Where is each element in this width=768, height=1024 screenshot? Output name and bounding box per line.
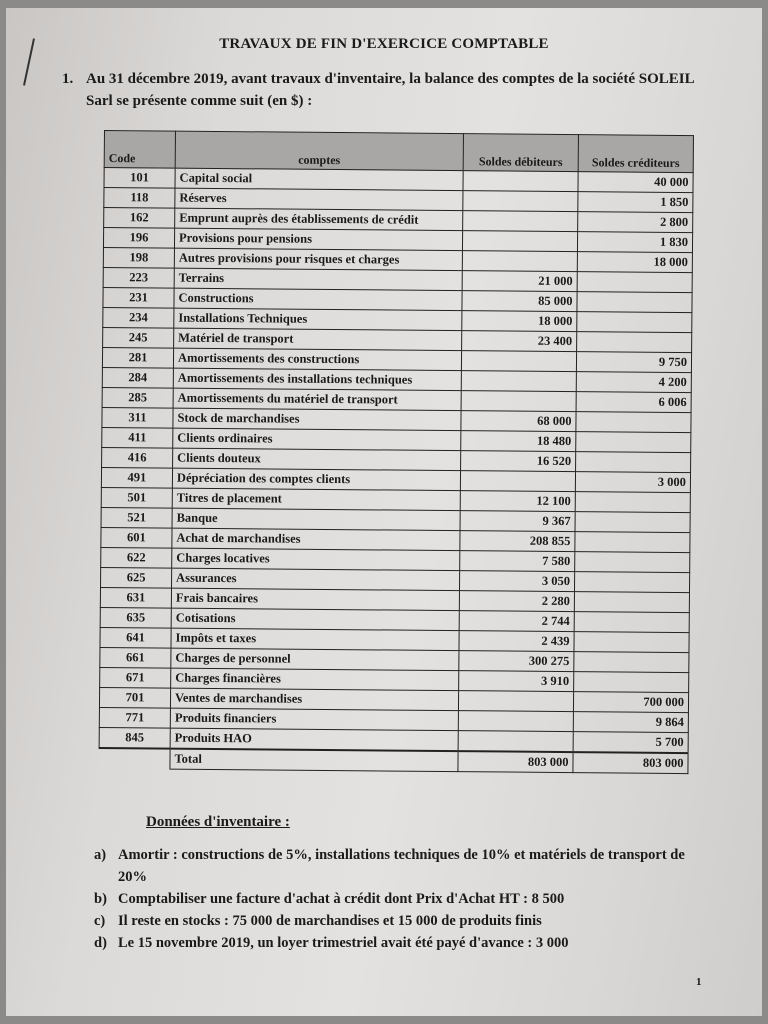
table-header-row: [104, 131, 693, 173]
credit-value: 4 200: [576, 372, 691, 393]
header-account: comptes: [175, 131, 463, 171]
account-name: Clients douteux: [173, 448, 461, 471]
debit-value: [463, 171, 578, 192]
debit-value: 9 367: [460, 511, 575, 532]
credit-value: [574, 572, 689, 593]
inventory-item: [94, 932, 694, 954]
header-credit: Soldes créditeurs: [578, 135, 693, 173]
document-title: TRAVAUX DE FIN D'EXERCICE COMPTABLE: [219, 36, 549, 52]
credit-value: [575, 552, 690, 573]
credit-value: [577, 312, 692, 333]
account-code: 601: [101, 527, 172, 548]
credit-value: [575, 512, 690, 533]
credit-value: 700 000: [573, 692, 688, 713]
total-row: [99, 748, 688, 774]
debit-value: 2 439: [459, 631, 574, 652]
debit-value: [462, 231, 577, 252]
account-code: 635: [100, 607, 171, 628]
account-code: 196: [103, 228, 174, 249]
account-code: 631: [100, 587, 171, 608]
account-code: 281: [102, 347, 173, 368]
inventory-item-label: c): [94, 913, 106, 929]
account-code: 661: [100, 647, 171, 668]
inventory-list: [94, 844, 694, 954]
account-code: 411: [102, 427, 173, 448]
account-name: Stock de marchandises: [173, 408, 461, 431]
document-page: [6, 8, 762, 1016]
account-code: 671: [100, 667, 171, 688]
debit-value: 300 275: [459, 651, 574, 672]
account-name: Amortissements des installations techniques: [173, 368, 461, 391]
debit-value: [461, 351, 576, 372]
page-number: 1: [696, 976, 702, 988]
account-code: 231: [103, 287, 174, 308]
account-code: 625: [101, 567, 172, 588]
debit-value: 208 855: [460, 531, 575, 552]
account-name: Autres provisions pour risques et charges: [174, 248, 462, 271]
account-code: 521: [101, 507, 172, 528]
credit-value: [577, 332, 692, 353]
debit-value: [460, 471, 575, 492]
inventory-item-label: b): [94, 891, 107, 907]
header-debit: Soldes débiteurs: [463, 134, 578, 172]
credit-value: 3 000: [575, 472, 690, 493]
account-name: Achat de marchandises: [172, 528, 460, 551]
account-name: Installations Techniques: [174, 308, 462, 331]
account-name: Clients ordinaires: [173, 428, 461, 451]
debit-value: 68 000: [461, 411, 576, 432]
debit-value: 23 400: [462, 331, 577, 352]
debit-value: [462, 251, 577, 272]
table-body: [99, 168, 693, 754]
total-blank-cell: [99, 748, 170, 769]
account-code: 118: [104, 188, 175, 209]
debit-value: 18 480: [461, 431, 576, 452]
account-code: 101: [104, 168, 175, 189]
credit-value: 40 000: [578, 172, 693, 193]
inventory-item-text: Comptabiliser une facture d'achat à crédit dont Prix d'Achat HT : 8 500: [118, 891, 565, 907]
account-code: 641: [100, 627, 171, 648]
credit-value: [576, 412, 691, 433]
credit-value: [574, 632, 689, 653]
debit-value: 2 280: [459, 591, 574, 612]
account-code: 285: [102, 387, 173, 408]
debit-value: 7 580: [460, 551, 575, 572]
credit-value: [574, 592, 689, 613]
account-name: Amortissements des constructions: [173, 348, 461, 371]
account-name: Terrains: [174, 268, 462, 291]
credit-value: 2 800: [578, 212, 693, 233]
account-code: 622: [101, 547, 172, 568]
credit-value: [574, 672, 689, 693]
account-name: Assurances: [172, 568, 460, 591]
credit-value: [576, 452, 691, 473]
account-name: Ventes de marchandises: [170, 688, 458, 711]
total-credit: 803 000: [573, 752, 688, 774]
credit-value: 6 006: [576, 392, 691, 413]
intro-paragraph: [62, 68, 702, 112]
credit-value: [575, 492, 690, 513]
account-code: 284: [102, 367, 173, 388]
inventory-section-title: Données d'inventaire :: [146, 814, 290, 830]
account-name: Dépréciation des comptes clients: [172, 468, 460, 491]
account-code: 234: [103, 307, 174, 328]
account-code: 416: [102, 447, 173, 468]
account-name: Charges financières: [171, 668, 459, 691]
credit-value: 1 830: [577, 232, 692, 253]
total-debit: 803 000: [458, 751, 573, 773]
account-name: Réserves: [175, 188, 463, 211]
balance-table: [98, 130, 694, 774]
intro-text: Au 31 décembre 2019, avant travaux d'inventaire, la balance des comptes de la société SOLEIL Sarl se présente comme suit (en $) :: [86, 71, 694, 109]
account-name: Cotisations: [171, 608, 459, 631]
account-code: 245: [103, 327, 174, 348]
credit-value: [577, 292, 692, 313]
account-name: Titres de placement: [172, 488, 460, 511]
inventory-item: [94, 910, 694, 932]
credit-value: [576, 432, 691, 453]
inventory-item-text: Amortir : constructions de 5%, installations techniques de 10% et matériels de transport de 20%: [118, 847, 685, 885]
debit-value: 18 000: [462, 311, 577, 332]
account-code: 198: [103, 247, 174, 268]
debit-value: [461, 391, 576, 412]
credit-value: [574, 612, 689, 633]
credit-value: [577, 272, 692, 293]
intro-number: 1.: [62, 71, 74, 87]
account-code: 491: [101, 467, 172, 488]
debit-value: 3 050: [459, 571, 574, 592]
debit-value: [458, 711, 573, 732]
credit-value: [575, 532, 690, 553]
account-name: Frais bancaires: [171, 588, 459, 611]
account-code: 162: [104, 208, 175, 229]
account-code: 311: [102, 407, 173, 428]
debit-value: [458, 731, 573, 753]
debit-value: 3 910: [459, 671, 574, 692]
account-name: Impôts et taxes: [171, 628, 459, 651]
account-name: Constructions: [174, 288, 462, 311]
account-name: Provisions pour pensions: [174, 228, 462, 251]
debit-value: 2 744: [459, 611, 574, 632]
debit-value: 12 100: [460, 491, 575, 512]
debit-value: 85 000: [462, 291, 577, 312]
account-name: Charges de personnel: [171, 648, 459, 671]
credit-value: 18 000: [577, 252, 692, 273]
account-name: Capital social: [175, 168, 463, 191]
credit-value: 9 750: [576, 352, 691, 373]
inventory-item-label: d): [94, 935, 107, 951]
account-code: 845: [99, 727, 170, 748]
debit-value: [458, 691, 573, 712]
inventory-item-label: a): [94, 847, 107, 863]
header-code: Code: [104, 131, 175, 169]
debit-value: [461, 371, 576, 392]
account-code: 501: [101, 487, 172, 508]
account-name: Charges locatives: [172, 548, 460, 571]
debit-value: 21 000: [462, 271, 577, 292]
credit-value: [574, 652, 689, 673]
debit-value: 16 520: [461, 451, 576, 472]
inventory-item-text: Il reste en stocks : 75 000 de marchandises et 15 000 de produits finis: [118, 913, 542, 929]
account-code: 771: [99, 707, 170, 728]
inventory-item: [94, 888, 694, 910]
inventory-item: [94, 844, 694, 888]
inventory-item-text: Le 15 novembre 2019, un loyer trimestriel avait été payé d'avance : 3 000: [118, 935, 569, 951]
account-name: Matériel de transport: [174, 328, 462, 351]
account-code: 223: [103, 267, 174, 288]
account-name: Amortissements du matériel de transport: [173, 388, 461, 411]
account-code: 701: [99, 687, 170, 708]
credit-value: 1 850: [578, 192, 693, 213]
account-name: Banque: [172, 508, 460, 531]
debit-value: [463, 191, 578, 212]
credit-value: 5 700: [573, 732, 688, 754]
debit-value: [463, 211, 578, 232]
credit-value: 9 864: [573, 712, 688, 733]
total-label: Total: [170, 749, 458, 772]
account-name: Produits HAO: [170, 728, 458, 751]
account-name: Produits financiers: [170, 708, 458, 731]
account-name: Emprunt auprès des établissements de crédit: [175, 208, 463, 231]
